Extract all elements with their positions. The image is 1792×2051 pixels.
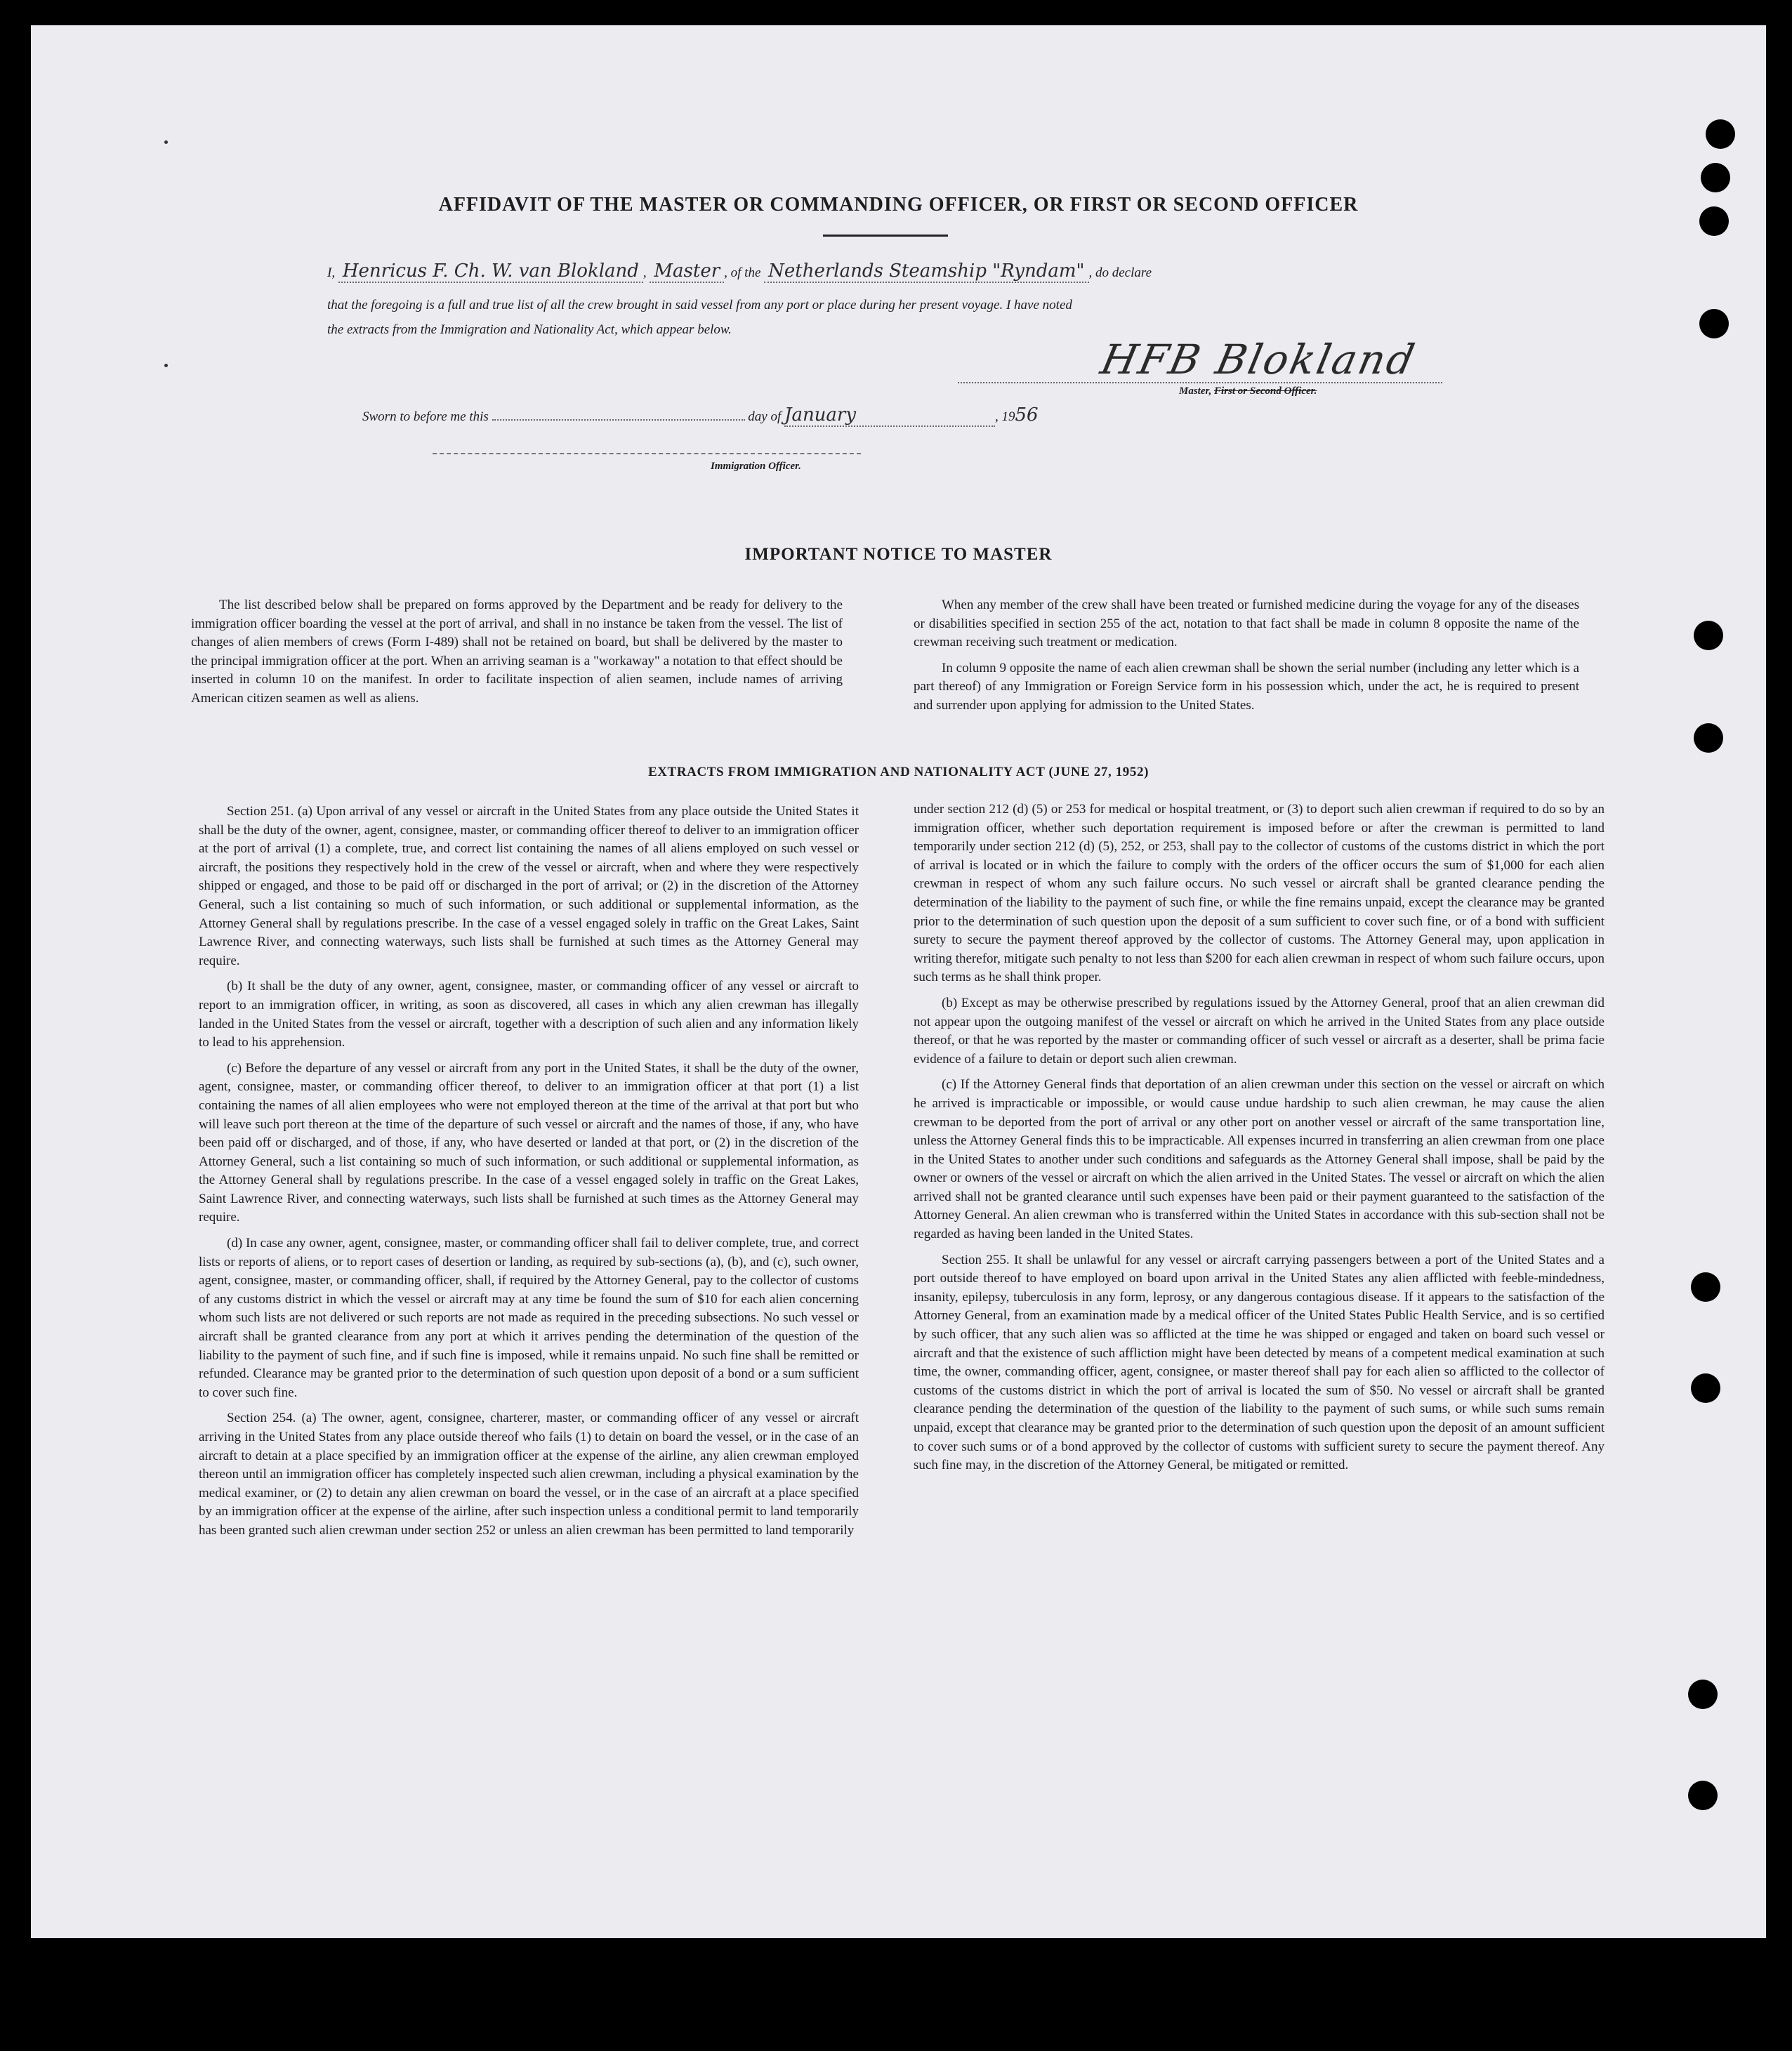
declare-label: , do declare [1088,265,1152,280]
immigration-officer-caption: Immigration Officer. [711,461,801,472]
paper-speck [164,364,168,367]
notice-paragraph: The list described below shall be prepared on forms approved by the Department and be ready for delivery to the immigration officer boarding the vessel at the port of arrival, and shall in no instance be taken from the vessel. The list of changes of alien members of crews (Form I-489) shall not be retained on board, but shall be delivered by the master to the principal immigration officer at the port. When an arriving seaman is a "workaway" a notation to that effect should be inserted in column 10 on the manifest. In order to facilitate inspection of alien seamen, include names of arriving American citizen seamen as well as aliens. [191,598,843,706]
punch-hole [1699,206,1729,236]
extract-paragraph: under section 212 (d) (5) or 253 for medical or hospital treatment, or (3) to deport such alien crewman if required to do so by an immigration officer, whether such deportation requirement is imposed before or after the crewman is permitted to land temporarily under section 212 (d) (5), 252, or 253, shall pay to the collector of customs of the customs district in which the port of arrival is located or in which the failure to comply with the orders of the officer occurs the sum of $1,000 for each alien crewman in respect of whom any such failure occurs. No such vessel or aircraft shall be granted clearance pending the determination of the liability to the payment of such fine, or while the fine remains unpaid, except the clearance may be granted prior to the determination of such question upon the deposit of a sum sufficient to cover such fine, or of a bond with sufficient surety to secure the payment thereof approved by the collector of customs. The Attorney General may, upon application in writing therefor, mitigate such penalty to not less than $200 for each alien crewman in respect of whom such failure occurs, upon such terms as he shall think proper. [914,802,1605,985]
paper-speck [164,140,168,144]
extracts-title: EXTRACTS FROM IMMIGRATION AND NATIONALITY ACT (JUNE 27, 1952) [647,765,1149,779]
extract-paragraph: Section 254. (a) The owner, agent, consignee, charterer, master, or commanding officer of any vessel or aircraft arriving in the United States from any place outside thereof who fails (1) to detain on board the vessel, or in the case of an aircraft to detain at a place specified by an immigration officer at the expense of the airline, any alien crewman employed thereon until an immigration officer has completely inspected such alien crewman, including a physical examination by the medical examiner, or (2) to detain any alien crewman on board the vessel, or in the case of an aircraft at a place specified by an immigration officer at the expense of the airline, after such inspection unless a conditional permit to land temporarily has been granted such alien crewman under section 252 or unless an alien crewman has been permitted to land temporarily [199,1411,859,1538]
rank: Master [650,261,724,283]
declaration-line-1: I, Henricus F. Ch. W. van Blokland , Master , of the Netherlands Steamship "Ryndam" , do declare [327,261,1152,282]
extract-paragraph: (b) Except as may be otherwise prescribed by regulations issued by the Attorney General, proof that an alien crewman did not appear upon the outgoing manifest of the vessel or aircraft on which he arrived in the United States from any place outside thereof, or that he was reported by the master or commanding officer of such vessel or aircraft as a deserter, shall be prima facie evidence of a failure to detain or deport such alien crewman. [914,995,1605,1067]
punch-hole [1701,163,1730,192]
extract-paragraph: Section 251. (a) Upon arrival of any vessel or aircraft in the United States from any place outside the United States it shall be the duty of the owner, agent, consignee, master, or commanding officer thereof to deliver to an immigration officer at the port of arrival (1) a complete, true, and correct list containing the names of all aliens employed on such vessel or aircraft, the positions they respectively hold in the crew of the vessel or aircraft, when and where they were respectively shipped or engaged, and those to be paid off or discharged in the port of arrival; or (2) in the discretion of the Attorney General, such a list containing so much of such information, or such additional or supplemental information, as the Attorney General shall by regulations prescribe. In the case of a vessel engaged solely in traffic on the Great Lakes, Saint Lawrence River, and connecting waterways, such lists shall be furnished at such times as the Attorney General may require. [199,804,859,968]
master-name: Henricus F. Ch. W. van Blokland [338,261,643,283]
affidavit-title: AFFIDAVIT OF THE MASTER OR COMMANDING OFFICER, OR FIRST OR SECOND OFFICER [438,194,1359,216]
punch-hole [1691,1272,1720,1302]
of-label: , of the [724,265,761,280]
extract-paragraph: (b) It shall be the duty of any owner, agent, consignee, master, or commanding officer of any vessel or aircraft to report to an immigration officer, in writing, as soon as discovered, all cases in which any alien crewman has illegally landed in the United States from the vessel or aircraft, together with a description of such alien and any information likely to lead to his apprehension. [199,979,859,1050]
i-label: I, [327,265,336,280]
signature-caption: Master, First or Second Officer. [1179,385,1317,397]
notice-title: IMPORTANT NOTICE TO MASTER [744,545,1053,564]
vessel-name: Netherlands Steamship "Ryndam" [764,261,1088,283]
sworn-line: Sworn to before me this day of January , 1956 [362,404,1039,426]
extract-paragraph: (d) In case any owner, agent, consignee, master, or commanding officer shall fail to deliver complete, true, and correct lists or reports of aliens, or to report cases of desertion or landing, as required by sub-sections (a), (b), and (c), such owner, agent, consignee, master, or commanding officer, shall, if required by the Attorney General, pay to the collector of customs of any customs district in which the vessel or aircraft may at any time be found the sum of $10 for each alien concerning whom such lists are not delivered or such reports are not made as required in the preceding subsections. No such vessel or aircraft shall be granted clearance from any port at which it arrives pending the determination of the question of the liability to the payment of such fine, and if such fine is imposed, while it remains unpaid. No such fine shall be remitted or refunded. Clearance may be granted prior to the determination of such question upon deposit of a bond or a sum sufficient to cover such fine. [199,1236,859,1400]
extract-paragraph: (c) If the Attorney General finds that deportation of an alien crewman under this section on the vessel or aircraft on which he arrived is impracticable or impossible, or would cause undue hardship to such alien crewman, he may cause the alien crewman to be deported from the port of arrival or any other port on another vessel or aircraft of the same transportation line, unless the Attorney General finds this to be impracticable. All expenses incurred in transferring an alien crewman from one place in the United States to another under such conditions and safeguards as the Attorney General shall impose, shall be paid by the owner or owners of the vessel or aircraft on which the alien arrived in the United States. The vessel or aircraft on which the alien arrived shall not be granted clearance until such expenses have been paid or their payment guaranteed to the satisfaction of the Attorney General. An alien crewman who is transferred within the United States in accordance with this sub-section shall not be regarded as having been landed in the United States. [914,1077,1605,1242]
declaration-line-3: the extracts from the Immigration and Nationality Act, which appear below. [327,322,732,337]
sworn-day-blank [492,419,745,421]
month-field [784,404,995,427]
notice-paragraph: In column 9 opposite the name of each alien crewman shall be shown the serial number (including any letter which is a part thereof) of any Immigration or Foreign Service form in his possession which, under the act, he is required to present and surrender upon applying for admission to the United States. [914,660,1579,713]
immigration-officer-line [433,453,861,454]
punch-hole [1694,621,1723,650]
punch-hole [1694,723,1723,753]
extract-paragraph: Section 255. It shall be unlawful for any vessel or aircraft carrying passengers between a port of the United States and a port outside thereof to have employed on board upon arrival in the United States any alien afflicted with feeble-mindedness, insanity, epilepsy, tuberculosis in any form, leprosy, or any dangerous contagious disease. If it appears to the satisfaction of the Attorney General, from an examination made by a medical officer of the United States Public Health Service, and is so certified by such officer, that any such alien was so afflicted at the time he was shipped or engaged and taken on board such vessel or aircraft and that the existence of such affliction might have been detected by means of a competent medical examination at such time, the owner, commanding officer, agent, consignee, or master thereof shall pay for each alien so afflicted to the collector of customs of the customs district in which the port of arrival is located the sum of $50. No vessel or aircraft shall be granted clearance pending the determination of the question of the liability to the payment of such sums, or while such sums remain unpaid, except that clearance may be granted prior to the determination of such question upon the deposit of an amount sufficient to cover such sums or of a bond approved by the collector of customs with sufficient surety to secure the payment thereof. Any such fine may, in the discretion of the Attorney General, be mitigated or remitted. [914,1252,1605,1473]
declaration-line-2: that the foregoing is a full and true list of all the crew brought in said vessel from any port or place during her present voyage. I have noted [327,298,1072,312]
punch-hole [1688,1680,1718,1709]
month-value: January [784,404,857,426]
title-rule [823,235,948,237]
notice-right-column [914,596,1579,723]
punch-hole [1706,119,1735,149]
extracts-right-column [914,800,1605,1482]
year-value: 56 [1015,404,1039,426]
notice-left-column [191,596,843,715]
signature-line [958,382,1442,383]
extract-paragraph: (c) Before the departure of any vessel or aircraft from any port in the United States, it shall be the duty of the owner, agent, consignee, master, or commanding officer thereof, to deliver to an immigration officer at that port (1) a list containing the names of all alien employees who were not employed thereon at the time of the arrival at that port but who will leave such port thereon at the time of the departure of such vessel or aircraft and the names of those, if any, who have been paid off or discharged, and of those, if any, who have deserted or landed at that port, or (2) in the discretion of the Attorney General, such a list containing so much of such information, or such additional or supplemental information, as the Attorney General shall by regulations prescribe. In the case of a vessel engaged solely in traffic on the Great Lakes, Saint Lawrence River, and connecting waterways, such lists shall be furnished at such times as the Attorney General may require. [199,1060,859,1225]
extracts-left-column [199,803,859,1548]
punch-hole [1688,1781,1718,1810]
notice-paragraph: When any member of the crew shall have been treated or furnished medicine during the voyage for any of the diseases or disabilities specified in section 255 of the act, notation to that fact shall be made in column 8 opposite the name of the crewman receiving such treatment or medication. [914,598,1579,650]
punch-hole [1699,309,1729,338]
punch-hole [1691,1373,1720,1403]
master-signature: HFB Blokland [1096,336,1421,383]
document-page [31,25,1766,1938]
